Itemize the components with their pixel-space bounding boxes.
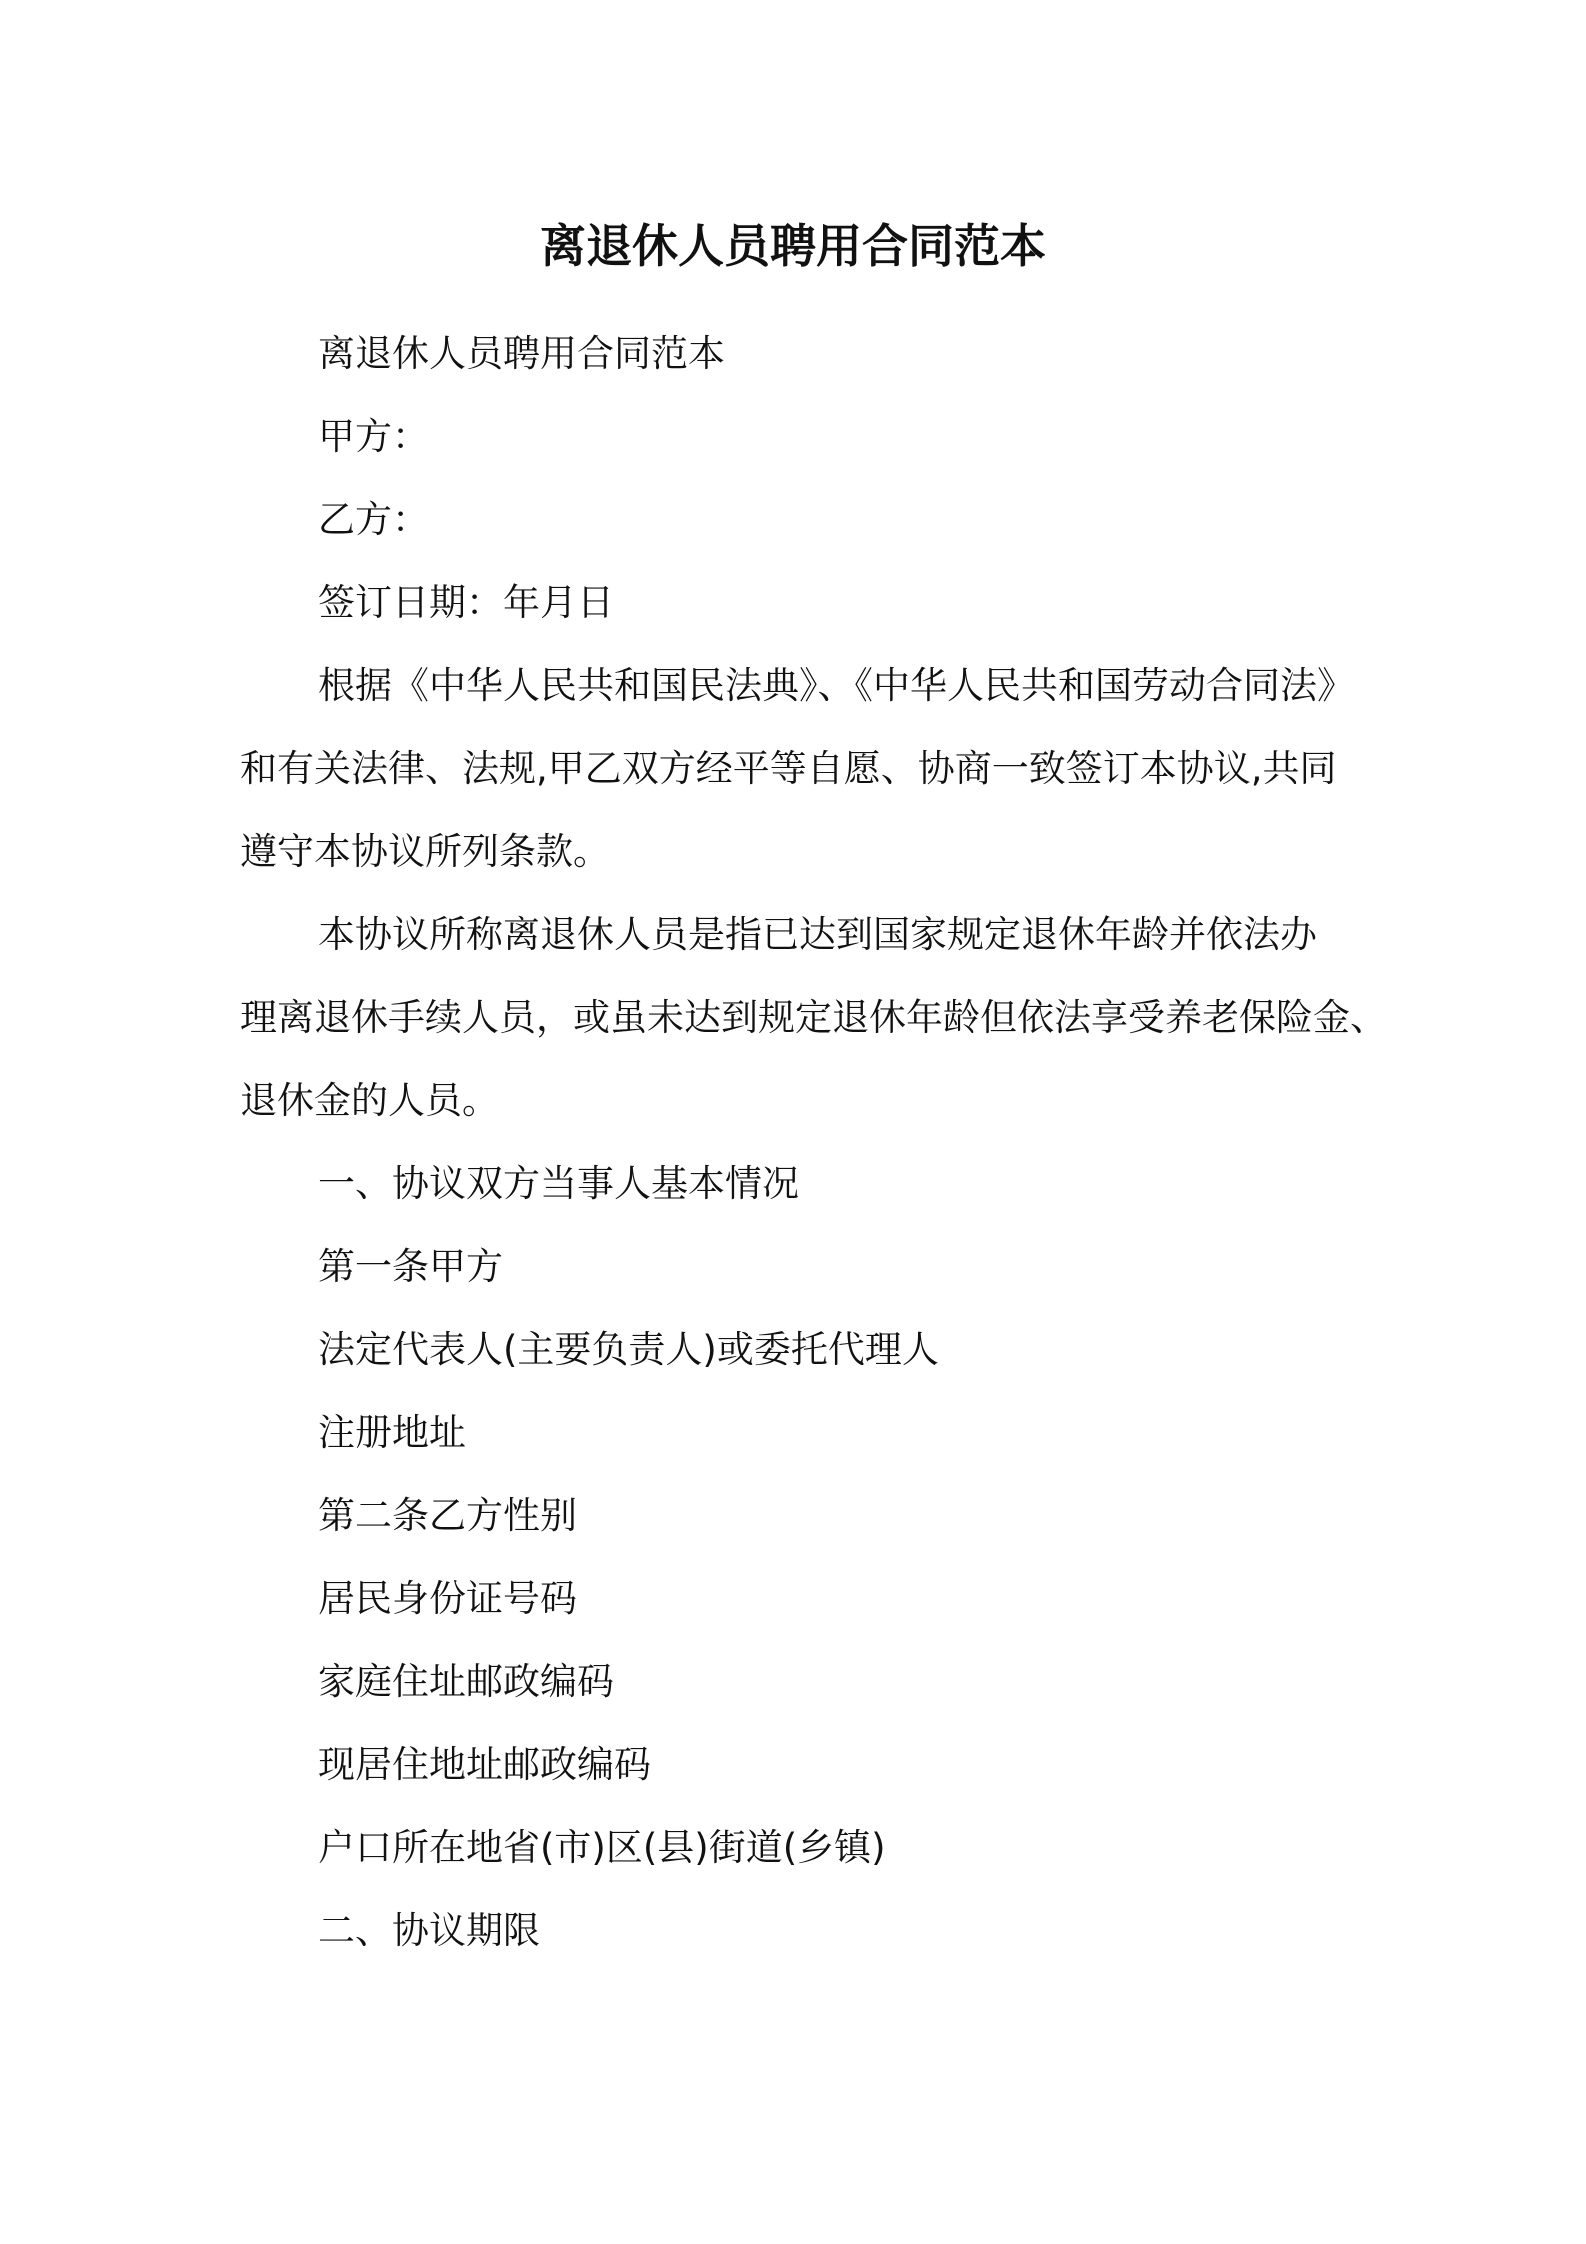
paragraph-1-line-1: 根据《中华人民共和国民法典》、《中华人民共和国劳动合同法》 (318, 664, 1354, 707)
paragraph-2-line-2: 理离退休手续人员，或虽未达到规定退休年龄但依法享受养老保险金、 (240, 996, 1387, 1039)
section-1-heading: 一、协议双方当事人基本情况 (318, 1162, 799, 1205)
subtitle-line: 离退休人员聘用合同范本 (318, 332, 725, 375)
paragraph-1-line-3: 遵守本协议所列条款。 (240, 830, 610, 873)
home-address-line: 家庭住址邮政编码 (318, 1660, 614, 1703)
article-1-heading: 第一条甲方 (318, 1245, 503, 1288)
registered-address-line: 注册地址 (318, 1411, 466, 1454)
id-number-line: 居民身份证号码 (318, 1577, 577, 1620)
paragraph-2-line-3: 退休金的人员。 (240, 1079, 499, 1122)
section-2-heading: 二、协议期限 (318, 1909, 540, 1952)
paragraph-2-line-1: 本协议所称离退休人员是指已达到国家规定退休年龄并依法办 (318, 913, 1317, 956)
document-title: 离退休人员聘用合同范本 (540, 219, 1046, 273)
legal-representative-line: 法定代表人(主要负责人)或委托代理人 (318, 1328, 939, 1371)
article-2-heading: 第二条乙方性别 (318, 1494, 577, 1537)
signing-date-line: 签订日期：年月日 (318, 581, 614, 624)
current-address-line: 现居住地址邮政编码 (318, 1743, 651, 1786)
paragraph-1-line-2: 和有关法律、法规,甲乙双方经平等自愿、协商一致签订本协议,共同 (240, 747, 1337, 790)
party-a-line: 甲方： (318, 415, 429, 458)
household-registration-line: 户口所在地省(市)区(县)街道(乡镇) (318, 1826, 886, 1869)
party-b-line: 乙方： (318, 498, 429, 541)
